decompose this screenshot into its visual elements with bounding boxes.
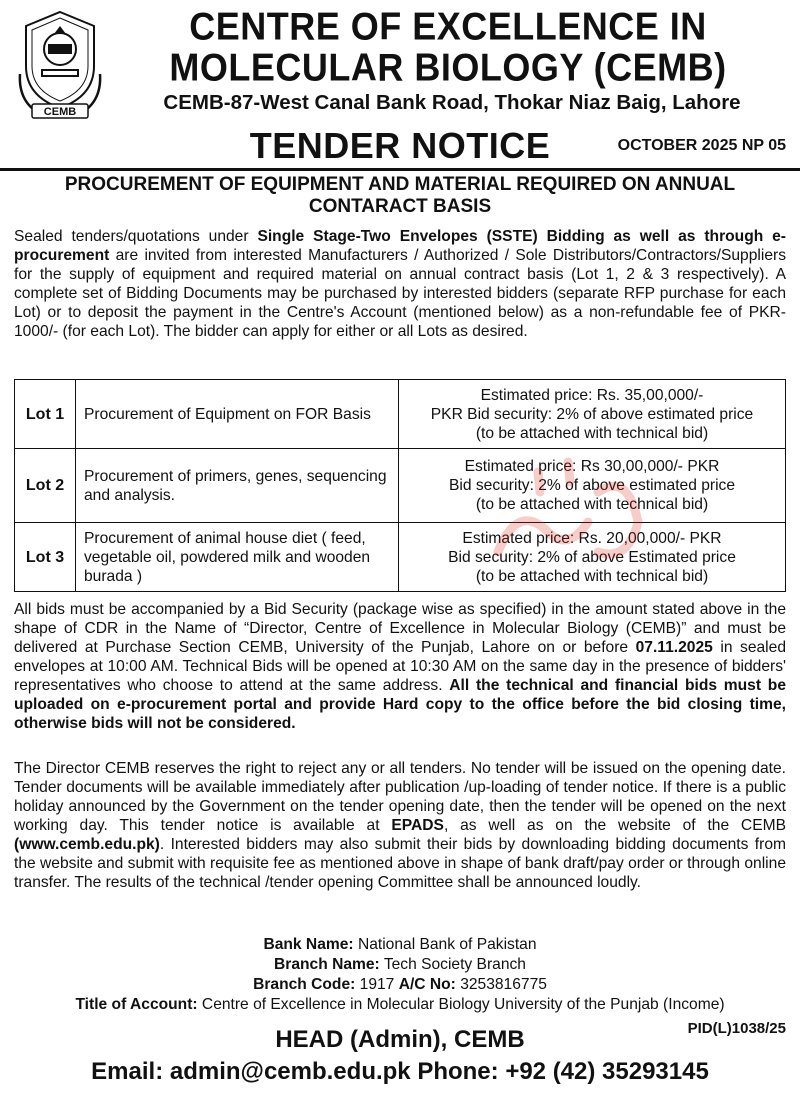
- price-line: Bid security: 2% of above estimated price: [448, 477, 736, 494]
- closing-date: 07.11.2025: [635, 639, 713, 656]
- price-line: PKR Bid security: 2% of above estimated price: [430, 405, 754, 423]
- lot-description: Procurement of animal house diet ( feed, vegetable oil, powdered milk and wooden burada ): [76, 523, 399, 592]
- bank-details: [0, 935, 800, 1015]
- lot-description: Procurement of Equipment on FOR Basis: [76, 380, 399, 449]
- table-row: [15, 380, 786, 449]
- p3-text-a: The Director CEMB reserves the right to reject any or all tenders. No tender will be issued on the opening date. Tender documents will be available immediately after publication /up-loading of tender notice. If there is a public holiday announced by the Government on the tender opening date, then the tender will be opened on the next working day. This tender notice is available at: [14, 760, 786, 834]
- account-title-line: [0, 995, 800, 1015]
- price-line: Bid security: 2% of above Estimated price: [448, 548, 736, 566]
- notice-subject: PROCUREMENT OF EQUIPMENT AND MATERIAL REQUIRED ON ANNUAL CONTARACT BASIS: [64, 174, 736, 217]
- price-line: (to be attached with technical bid): [475, 424, 709, 442]
- bank-name-line: [0, 935, 800, 955]
- tender-bar: [0, 124, 800, 168]
- bank-name: National Bank of Pakistan: [353, 936, 537, 953]
- table-row: [15, 449, 786, 523]
- p2-upload-warning: All the technical and financial bids must be uploaded on e-procurement portal and provide Hard copy to the office before the bid closing time, otherwise bids will not be considered.: [14, 677, 786, 732]
- account-label: A/C No:: [398, 976, 456, 993]
- branch-code-label: Branch Code:: [253, 976, 356, 993]
- lot-price: [399, 523, 786, 592]
- lots-table: [14, 379, 786, 592]
- account-title-label: Title of Account:: [75, 996, 198, 1013]
- lot-number: Lot 3: [15, 523, 76, 592]
- branch-code: 1917: [355, 976, 399, 993]
- p3-text-c: . Interested bidders may also submit their bids by downloading bidding documents from the website and submit with requisite fee as mentioned above in shape of bank draft/pay order or through online transfer. The results of the technical /tender opening Committee shall be announced loudly.: [14, 836, 786, 891]
- branch-code-line: [0, 975, 800, 995]
- lot-description: Procurement of primers, genes, sequencing and analysis.: [76, 449, 399, 523]
- org-title-line1: CENTRE OF EXCELLENCE IN: [189, 3, 707, 49]
- p2-text-a: All bids must be accompanied by a Bid Security (package wise as specified) in the amount stated above in the shape of CDR in the Name of “Director, Centre of Excellence in Molecular Biology (CEMB)” and must be delivered at Purchase Section CEMB, University of the Punjab, Lahore on or before: [14, 601, 786, 656]
- price-line: (to be attached with technical bid): [475, 496, 709, 513]
- cemb-logo: [14, 4, 106, 124]
- p1-bidding-method: Single Stage-Two Envelopes (SSTE) Bidding as well as through e-procurement: [14, 228, 786, 264]
- p3-text-b: , as well as on the website of the CEMB: [443, 817, 786, 834]
- signatory: HEAD (Admin), CEMB: [275, 1026, 525, 1053]
- lot-number: Lot 1: [15, 380, 76, 449]
- account-number: 3253816775: [455, 976, 547, 993]
- paragraph-conditions: [14, 759, 786, 892]
- price-line: Estimated price: Rs. 35,00,000/-: [480, 386, 704, 404]
- p1-text-a: Sealed tenders/quotations under: [14, 228, 258, 245]
- price-line: Estimated price: Rs. 20,00,000/- PKR: [462, 529, 722, 547]
- p1-text-c: are invited from interested Manufacturers / Authorized / Sole Distributors/Contractors/Suppliers for the supply of equipment and required material on annual contract basis (Lot 1, 2 & 3 respectively). A complete set of Bidding Documents may be purchased by interested bidders (separate RFP purchase for each Lot) or to deposit the payment in the Centre's Account (mentioned below) as a non-refundable fee of PKR-1000/- (for each Lot). The bidder can apply for either or all Lots as desired.: [14, 247, 786, 340]
- account-title: Centre of Excellence in Molecular Biology University of the Punjab (Income): [197, 996, 725, 1013]
- lot-price: [399, 380, 786, 449]
- pid-reference: PID(L)1038/25: [687, 1020, 786, 1037]
- branch-name-line: [0, 955, 800, 975]
- paragraph-invitation: [14, 227, 786, 341]
- logo-text: CEMB: [43, 106, 77, 118]
- price-line: (to be attached with technical bid): [475, 567, 709, 585]
- epads-label: EPADS: [391, 817, 444, 834]
- divider: [0, 168, 800, 171]
- p2-text-b: in sealed envelopes at 10:00 AM. Technical Bids will be opened at 10:30 AM on the same day in the presence of bidders' representatives who choose to attend at the same address.: [14, 639, 786, 694]
- tender-notice-title: TENDER NOTICE: [249, 125, 551, 166]
- table-row: [15, 523, 786, 592]
- branch-name: Tech Society Branch: [379, 956, 526, 973]
- notice-reference: OCTOBER 2025 NP 05: [617, 137, 786, 154]
- organization-address: CEMB-87-West Canal Bank Road, Thokar Niaz Baig, Lahore: [163, 91, 741, 114]
- organization-title: [112, 3, 784, 90]
- lot-number: Lot 2: [15, 449, 76, 523]
- org-title-line2: MOLECULAR BIOLOGY (CEMB): [169, 44, 727, 90]
- lot-price: [399, 449, 786, 523]
- contact-line[interactable]: Email: admin@cemb.edu.pk Phone: +92 (42) 35293145: [91, 1058, 709, 1085]
- paragraph-bid-security: [14, 600, 786, 733]
- price-line: Estimated price: Rs 30,00,000/- PKR: [464, 458, 720, 475]
- website-link[interactable]: (www.cemb.edu.pk): [14, 836, 160, 853]
- branch-name-label: Branch Name:: [274, 956, 380, 973]
- bank-name-label: Bank Name:: [263, 936, 354, 953]
